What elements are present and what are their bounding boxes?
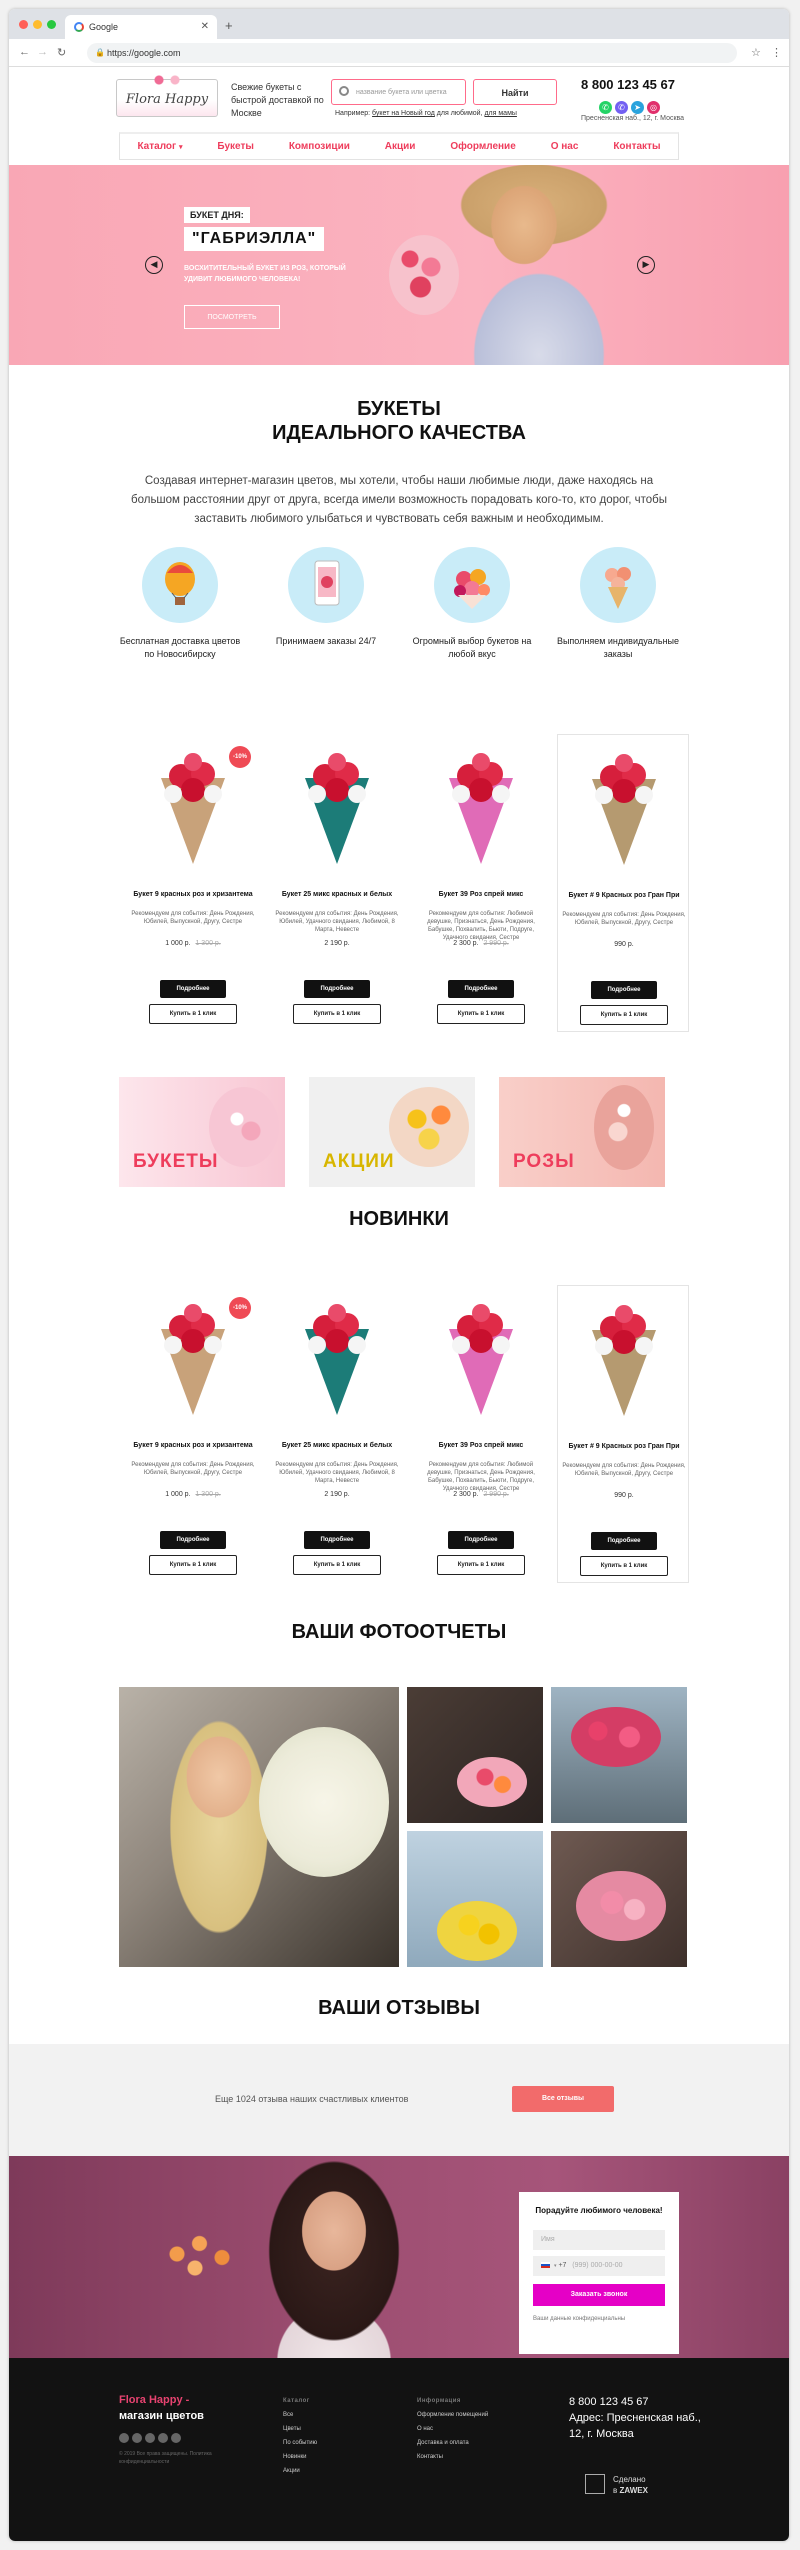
example-link[interactable]: букет на Новый год — [372, 110, 435, 117]
old-price: 2 990 р. — [483, 1491, 509, 1498]
category-banner-bouquets[interactable] — [119, 1077, 285, 1187]
category-label: БУКЕТЫ — [133, 1151, 219, 1172]
browser-window — [9, 9, 789, 2541]
product-price — [419, 1491, 543, 1498]
old-price: 2 990 р. — [483, 940, 509, 947]
back-icon[interactable]: ← — [19, 46, 30, 58]
star-icon[interactable]: ☆ — [751, 47, 761, 59]
old-price: 1 300 р. — [195, 940, 221, 947]
reload-icon[interactable]: ↻ — [57, 47, 67, 59]
tab-bar — [9, 9, 789, 39]
web-page — [9, 67, 789, 2541]
price: 990 р. — [614, 941, 634, 948]
search-placeholder: название букета или цветка — [356, 89, 447, 96]
section-title-new: НОВИНКИ — [349, 1208, 449, 1230]
facebook-icon[interactable] — [132, 2433, 142, 2443]
search-button[interactable]: Найти — [473, 79, 557, 105]
price: 990 р. — [614, 1492, 634, 1499]
price: 2 300 р. — [453, 940, 479, 947]
new-tab-icon[interactable]: + — [225, 18, 233, 33]
footer-link[interactable]: Акции — [283, 2468, 300, 2474]
chevron-down-icon: ▾ — [554, 2263, 557, 2269]
example-link[interactable]: для мамы — [484, 110, 517, 117]
price: 1 000 р. — [165, 940, 191, 947]
footer-link[interactable]: По событию — [283, 2440, 318, 2446]
product-card[interactable] — [557, 1285, 689, 1583]
product-image[interactable] — [285, 1289, 389, 1417]
address-bar-row — [9, 39, 789, 67]
product-card[interactable] — [271, 1285, 403, 1583]
promo-photo — [224, 2161, 434, 2358]
price: 2 300 р. — [453, 1491, 479, 1498]
product-image[interactable] — [572, 1290, 676, 1418]
name-placeholder: Имя — [541, 2236, 555, 2243]
details-button[interactable]: Подробнее — [448, 1531, 514, 1549]
tab-close-icon[interactable]: ✕ — [200, 21, 209, 32]
details-button[interactable]: Подробнее — [160, 1531, 226, 1549]
product-price — [562, 941, 686, 948]
roses-image — [594, 1085, 654, 1170]
privacy-note: Ваши данные конфиденциальны — [533, 2316, 626, 2322]
url-field[interactable] — [87, 43, 737, 63]
product-image[interactable] — [429, 738, 533, 866]
feature-item — [261, 547, 391, 648]
menu-icon[interactable]: ⋮ — [771, 47, 782, 59]
hero-view-button[interactable]: ПОСМОТРЕТЬ — [184, 305, 280, 329]
section-title-photos: ВАШИ ФОТООТЧЕТЫ — [291, 1621, 507, 1643]
feature-item — [407, 547, 537, 661]
hero-bouquet-image — [389, 235, 459, 315]
intro-text: Создавая интернет-магазин цветов, мы хотели, чтобы наши любимые люди, даже находясь на большом расстоянии друг от друга, всегда имели возможность порадовать кого-то, кто дорог, чтобы заставить любимого улыбаться и чувствовать себя важным и необходимым. — [131, 475, 667, 525]
phone-field[interactable] — [533, 2256, 665, 2276]
chevron-down-icon: ▾ — [178, 144, 183, 151]
bouquet-image — [389, 1087, 469, 1167]
whatsapp-icon[interactable]: ✆ — [599, 101, 612, 114]
old-price: 1 300 р. — [195, 1491, 221, 1498]
tab-title: Google — [89, 22, 119, 32]
product-description: Рекомендуем для события: День Рождения, Юбилей, Выпускной, Другу, Сестре — [562, 912, 686, 926]
nav-item-contacts[interactable]: Контакты — [613, 141, 661, 152]
nav-label: Каталог — [137, 141, 177, 152]
feature-label: Бесплатная доставка цветов по Новосибирску — [119, 636, 241, 659]
instagram-icon[interactable] — [171, 2433, 181, 2443]
details-button[interactable]: Подробнее — [160, 980, 226, 998]
product-name[interactable]: Букет 9 красных роз и хризантема — [133, 1442, 253, 1449]
footer-address: Адрес: Пресненская наб., 12, г. Москва — [569, 2412, 701, 2440]
form-title: Порадуйте любимого человека! — [535, 2206, 663, 2215]
buy-one-click-button[interactable]: Купить в 1 клик — [149, 1004, 237, 1024]
product-card[interactable] — [415, 734, 547, 1032]
buy-one-click-button[interactable]: Купить в 1 клик — [293, 1004, 381, 1024]
site-logo[interactable] — [116, 79, 218, 117]
close-window-button[interactable] — [19, 20, 28, 29]
product-description: Рекомендуем для события: Любимой девушке, Признаться, День Рождения, Бабушке, Похвалить, Бьюти, Подруге, Удачного свидания, Сестре — [427, 1462, 535, 1492]
product-name[interactable]: Букет # 9 Красных роз Гран При — [568, 892, 680, 899]
made-text: Сделано — [613, 2475, 646, 2484]
site-footer — [9, 2358, 789, 2541]
product-image[interactable] — [572, 739, 676, 867]
nav-item-promotions[interactable]: Акции — [384, 141, 416, 152]
order-call-button[interactable]: Заказать звонок — [533, 2284, 665, 2306]
phone-code: +7 — [558, 2262, 567, 2269]
copyright: © 2019 Все права защищены. Политика конфиденциальности — [119, 2451, 212, 2465]
product-name[interactable]: Букет 9 красных роз и хризантема — [133, 891, 253, 898]
phone-placeholder: (999) 000-00-00 — [572, 2262, 623, 2269]
title-line: БУКЕТЫ — [357, 398, 441, 420]
feature-label: Выполняем индивидуальные заказы — [556, 636, 680, 659]
footer-link[interactable]: Контакты — [417, 2454, 443, 2460]
product-description: Рекомендуем для события: День Рождения, Юбилей, Удачного свидания, Любимой, 8 Марта, Невесте — [275, 911, 399, 933]
slider-next-icon[interactable]: ▶ — [637, 256, 655, 274]
product-image[interactable] — [429, 1289, 533, 1417]
nav-item-bouquets[interactable]: Букеты — [217, 141, 254, 152]
tulips-image — [209, 1087, 279, 1167]
tulips-image — [159, 2226, 249, 2296]
product-card[interactable] — [557, 734, 689, 1032]
sale-badge: -10% — [229, 1297, 251, 1319]
category-banner-roses[interactable] — [499, 1077, 665, 1187]
footer-link[interactable]: Все — [283, 2412, 294, 2418]
details-button[interactable]: Подробнее — [448, 980, 514, 998]
buy-one-click-button[interactable]: Купить в 1 клик — [149, 1555, 237, 1575]
product-name[interactable]: Букет 25 микс красных и белых — [281, 891, 393, 898]
product-name[interactable]: Букет 25 микс красных и белых — [281, 1442, 393, 1449]
footer-socials — [119, 2430, 184, 2448]
product-price — [131, 1491, 255, 1498]
product-description: Рекомендуем для события: День Рождения, Юбилей, Удачного свидания, Любимой, 8 Марта, Невесте — [275, 1462, 399, 1484]
footer-link[interactable]: Оформление помещений — [417, 2412, 489, 2418]
youtube-icon[interactable] — [158, 2433, 168, 2443]
product-image[interactable] — [285, 738, 389, 866]
logo-text: Flora Happy — [125, 92, 209, 107]
search-examples — [335, 110, 517, 117]
twitter-icon[interactable] — [145, 2433, 155, 2443]
footer-link[interactable]: Новинки — [283, 2454, 307, 2460]
details-button[interactable]: Подробнее — [304, 1531, 370, 1549]
buy-one-click-button[interactable]: Купить в 1 клик — [437, 1555, 525, 1575]
photo-report[interactable] — [407, 1687, 543, 1823]
slider-prev-icon[interactable]: ◀ — [145, 256, 163, 274]
feature-label: Принимаем заказы 24/7 — [275, 636, 377, 646]
photo-report-large[interactable] — [119, 1687, 399, 1967]
header-phone[interactable]: 8 800 123 45 67 — [581, 77, 675, 92]
category-label: АКЦИИ — [323, 1151, 395, 1172]
footer-col-title: Каталог — [283, 2398, 310, 2404]
brand-line: магазин цветов — [119, 2410, 204, 2422]
forward-icon[interactable]: → — [37, 46, 48, 58]
product-price — [419, 940, 543, 947]
hero-badge-small: БУКЕТ ДНЯ: — [184, 207, 250, 223]
product-price — [131, 940, 255, 947]
feature-item — [115, 547, 245, 661]
details-button[interactable]: Подробнее — [591, 1532, 657, 1550]
example-prefix: Например: — [335, 110, 371, 117]
hero-badge-title: "ГАБРИЭЛЛА" — [184, 227, 324, 251]
price: 1 000 р. — [165, 1491, 191, 1498]
product-description: Рекомендуем для события: День Рождения, Юбилей, Выпускной, Другу, Сестре — [131, 1462, 255, 1476]
hero-banner — [9, 165, 789, 365]
footer-catalog-col — [283, 2394, 317, 2478]
header-messengers — [599, 97, 663, 115]
zawex-logo-icon — [585, 2474, 605, 2494]
section-title-quality — [9, 397, 789, 445]
viber-icon[interactable]: ✆ — [615, 101, 628, 114]
reviews-count-text: Еще 1024 отзыва наших счастливых клиентов — [215, 2094, 409, 2104]
nav-item-decoration[interactable]: Оформление — [450, 141, 516, 152]
product-image[interactable] — [141, 1289, 245, 1417]
hero-subtitle: ВОСХИТИТЕЛЬНЫЙ БУКЕТ ИЗ РОЗ, КОТОРЫЙ УДИВИТ ЛЮБИМОГО ЧЕЛОВЕКА! — [184, 265, 346, 283]
nav-item-catalog[interactable] — [137, 141, 182, 152]
product-card[interactable] — [127, 734, 259, 1032]
balloon-icon — [142, 547, 218, 623]
made-brand: ZAWEX — [619, 2486, 648, 2495]
photo-report[interactable] — [407, 1831, 543, 1967]
product-card[interactable] — [415, 1285, 547, 1583]
instagram-icon[interactable]: ◎ — [647, 101, 660, 114]
buy-one-click-button[interactable]: Купить в 1 клик — [580, 1005, 668, 1025]
lock-icon: 🔒 — [95, 48, 105, 57]
search-input[interactable] — [331, 79, 466, 105]
brand-line: Flora Happy - — [119, 2394, 190, 2406]
category-label: РОЗЫ — [513, 1151, 575, 1172]
product-description: Рекомендуем для события: День Рождения, Юбилей, Выпускной, Другу, Сестре — [131, 911, 255, 925]
footer-link[interactable]: Цветы — [283, 2426, 301, 2432]
section-title-reviews: ВАШИ ОТЗЫВЫ — [318, 1997, 480, 2019]
nav-item-about[interactable]: О нас — [550, 141, 579, 152]
minimize-window-button[interactable] — [33, 20, 42, 29]
price: 2 190 р. — [324, 940, 350, 947]
search-icon — [339, 86, 349, 96]
details-button[interactable]: Подробнее — [304, 980, 370, 998]
category-banner-promotions[interactable] — [309, 1077, 475, 1187]
title-line: ИДЕАЛЬНОГО КАЧЕСТВА — [272, 422, 526, 444]
footer-link[interactable]: Доставка и оплата — [417, 2440, 469, 2446]
name-field[interactable] — [533, 2230, 665, 2250]
maximize-window-button[interactable] — [47, 20, 56, 29]
details-button[interactable]: Подробнее — [591, 981, 657, 999]
header-address: Пресненская наб., 12, г. Москва — [581, 115, 685, 122]
buy-one-click-button[interactable]: Купить в 1 клик — [437, 1004, 525, 1024]
tagline: Свежие букеты с быстрой доставкой по Москве — [231, 82, 324, 118]
product-image[interactable] — [141, 738, 245, 866]
buy-one-click-button[interactable]: Купить в 1 клик — [580, 1556, 668, 1576]
product-price — [275, 1491, 399, 1498]
product-card[interactable] — [271, 734, 403, 1032]
product-description: Рекомендуем для события: День Рождения, Юбилей, Выпускной, Другу, Сестре — [562, 1463, 686, 1477]
callback-promo — [9, 2156, 789, 2358]
footer-brand — [119, 2392, 204, 2424]
product-card[interactable] — [127, 1285, 259, 1583]
footer-contacts — [569, 2394, 709, 2442]
feature-item — [553, 547, 683, 661]
nav-item-compositions[interactable]: Композиции — [288, 141, 350, 152]
product-name[interactable]: Букет # 9 Красных роз Гран При — [568, 1443, 680, 1450]
buy-one-click-button[interactable]: Купить в 1 клик — [293, 1555, 381, 1575]
footer-col-title: Информация — [417, 2398, 461, 2404]
product-price — [275, 940, 399, 947]
telegram-icon[interactable]: ➤ — [631, 101, 644, 114]
browser-tab[interactable] — [65, 15, 217, 39]
price: 2 190 р. — [324, 1491, 350, 1498]
russia-flag-icon — [541, 2262, 550, 2268]
feature-label: Огромный выбор букетов на любой вкус — [412, 636, 532, 659]
product-price — [562, 1492, 686, 1499]
product-name[interactable]: Букет 39 Роз спрей микс — [438, 891, 524, 898]
product-description: Рекомендуем для события: Любимой девушке, Признаться, День Рождения, Бабушке, Похвалить, Бьюти, Подруге, Удачного свидания, Сестре — [427, 911, 535, 941]
reviews-band — [9, 2044, 789, 2156]
made-text: в — [613, 2486, 618, 2495]
example-mid: для любимой, — [434, 110, 485, 117]
photo-report[interactable] — [551, 1831, 687, 1967]
url-text: https://google.com — [107, 48, 181, 58]
footer-info-col — [417, 2394, 488, 2464]
phone-icon — [288, 547, 364, 623]
google-favicon-icon — [74, 22, 84, 32]
vk-icon[interactable] — [119, 2433, 129, 2443]
callback-form — [519, 2192, 679, 2354]
bouquet-icon — [434, 547, 510, 623]
main-nav — [119, 132, 679, 160]
photo-report[interactable] — [551, 1687, 687, 1823]
custom-bouquet-icon — [580, 547, 656, 623]
all-reviews-button[interactable]: Все отзывы — [512, 2086, 614, 2112]
footer-link[interactable]: О нас — [417, 2426, 433, 2432]
sale-badge: -10% — [229, 746, 251, 768]
footer-phone[interactable]: 8 800 123 45 67 — [569, 2396, 649, 2408]
product-name[interactable]: Букет 39 Роз спрей микс — [438, 1442, 524, 1449]
